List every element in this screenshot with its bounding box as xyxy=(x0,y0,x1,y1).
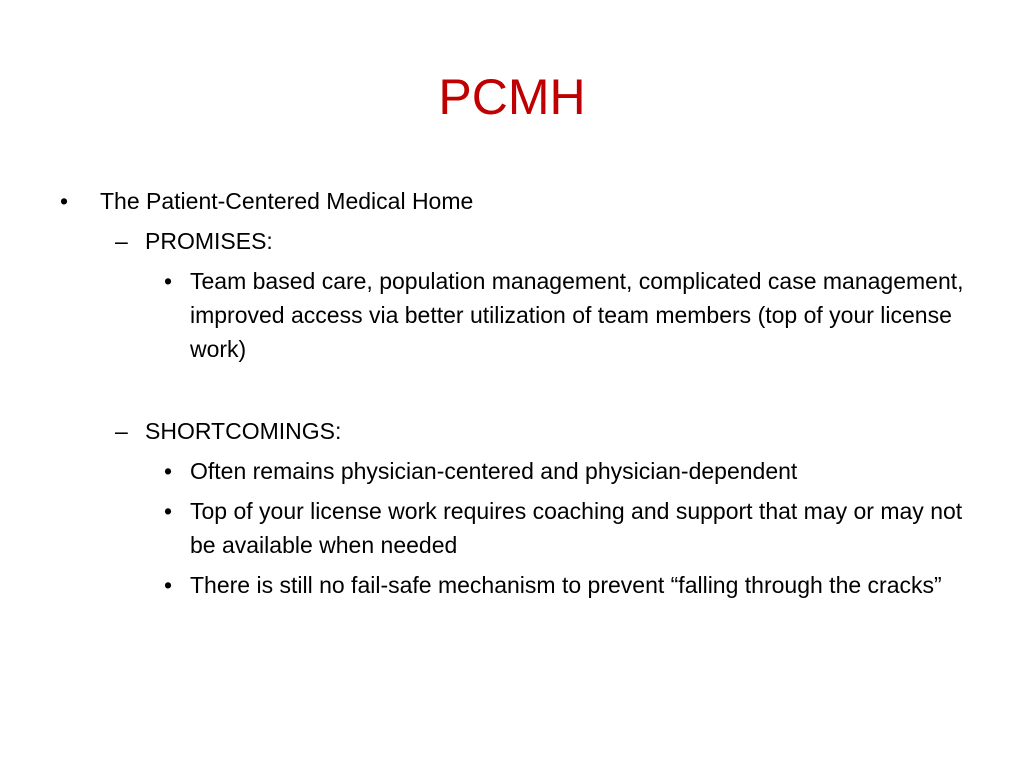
sub-bullet-item xyxy=(60,414,970,448)
slide-title: PCMH xyxy=(438,69,586,125)
bullet-marker: • xyxy=(164,458,173,484)
dash-marker: – xyxy=(115,228,128,254)
bullet-text: Often remains physician-centered and physician-dependent xyxy=(190,458,798,484)
bullet-item xyxy=(60,184,970,218)
sub-sub-bullet-item xyxy=(60,454,970,488)
sub-sub-bullet-item xyxy=(60,494,970,562)
bullet-text: There is still no fail-safe mechanism to prevent “falling through the cracks” xyxy=(190,572,942,598)
bullet-marker: • xyxy=(60,188,69,214)
bullet-marker: • xyxy=(164,572,173,598)
bullet-text: The Patient-Centered Medical Home xyxy=(100,188,474,214)
sub-sub-bullet-item xyxy=(60,264,970,366)
sub-sub-bullet-item xyxy=(60,568,970,602)
promises-heading: PROMISES: xyxy=(145,228,273,254)
dash-marker: – xyxy=(115,418,128,444)
bullet-marker: • xyxy=(164,268,173,294)
slide-body xyxy=(60,184,970,602)
bullet-text: Team based care, population management, complicated case management, improved access via better utilization of team members (top of your license work) xyxy=(190,268,964,362)
bullet-text: Top of your license work requires coaching and support that may or may not be available when needed xyxy=(190,498,963,558)
bullet-marker: • xyxy=(164,498,173,524)
sub-bullet-item xyxy=(60,224,970,258)
shortcomings-heading: SHORTCOMINGS: xyxy=(145,418,342,444)
spacer xyxy=(60,366,970,408)
